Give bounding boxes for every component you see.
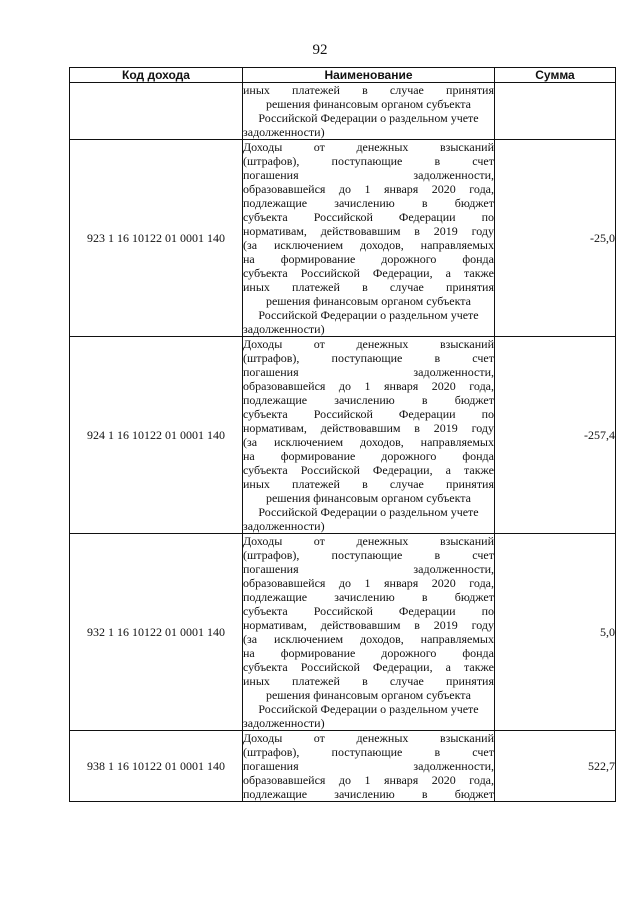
name-line: (за исключением доходов, направляемых xyxy=(243,238,494,252)
name-line: (штрафов), поступающие в счет xyxy=(243,351,494,365)
table-row xyxy=(70,731,616,802)
row-name xyxy=(243,337,495,534)
name-line: субъекта Российской Федерации, а также xyxy=(243,266,494,280)
row-sum: 522,7 xyxy=(495,731,616,802)
name-line: задолженности) xyxy=(243,125,325,139)
table-row xyxy=(70,140,616,337)
revenue-table xyxy=(69,67,616,802)
name-line: субъекта Российской Федерации, а также xyxy=(243,463,494,477)
name-line: задолженности) xyxy=(243,322,325,336)
name-line: на формирование дорожного фонда xyxy=(243,252,494,266)
table-body xyxy=(70,83,616,802)
row-name xyxy=(243,83,495,140)
row-code xyxy=(70,83,243,140)
name-line: Российской Федерации о раздельном учете xyxy=(258,505,479,519)
name-line: иных платежей в случае принятия xyxy=(243,280,494,294)
name-line: задолженности) xyxy=(243,716,325,730)
table-row xyxy=(70,337,616,534)
row-name xyxy=(243,140,495,337)
page-number: 92 xyxy=(312,42,328,58)
row-code: 932 1 16 10122 01 0001 140 xyxy=(70,534,243,731)
header-name: Наименование xyxy=(243,68,495,83)
name-line: на формирование дорожного фонда xyxy=(243,646,494,660)
table-header-row xyxy=(70,68,616,83)
row-code: 923 1 16 10122 01 0001 140 xyxy=(70,140,243,337)
name-line: субъекта Российской Федерации по xyxy=(243,604,494,618)
header-code: Код дохода xyxy=(70,68,243,83)
name-line: субъекта Российской Федерации по xyxy=(243,407,494,421)
name-line: подлежащие зачислению в бюджет xyxy=(243,590,494,604)
row-code: 938 1 16 10122 01 0001 140 xyxy=(70,731,243,802)
row-sum: 5,0 xyxy=(495,534,616,731)
table-row xyxy=(70,83,616,140)
name-line: (штрафов), поступающие в счет xyxy=(243,154,494,168)
row-sum: -257,4 xyxy=(495,337,616,534)
row-sum xyxy=(495,83,616,140)
name-line: погашения задолженности, xyxy=(243,168,494,182)
name-line: подлежащие зачислению в бюджет xyxy=(243,196,494,210)
name-line: нормативам, действовавшим в 2019 году xyxy=(243,618,494,632)
name-line: решения финансовым органом субъекта xyxy=(265,97,472,111)
name-line: (штрафов), поступающие в счет xyxy=(243,548,494,562)
name-line: образовавшейся до 1 января 2020 года, xyxy=(243,576,494,590)
name-line: Российской Федерации о раздельном учете xyxy=(258,702,479,716)
name-line: Доходы от денежных взысканий xyxy=(243,337,494,351)
name-line: погашения задолженности, xyxy=(243,759,494,773)
row-name xyxy=(243,534,495,731)
name-line: решения финансовым органом субъекта xyxy=(265,491,472,505)
name-line: образовавшейся до 1 января 2020 года, xyxy=(243,773,494,787)
name-line: (за исключением доходов, направляемых xyxy=(243,632,494,646)
name-line: (штрафов), поступающие в счет xyxy=(243,745,494,759)
name-line: нормативам, действовавшим в 2019 году xyxy=(243,421,494,435)
name-line: подлежащие зачислению в бюджет xyxy=(243,787,494,801)
header-sum: Сумма xyxy=(495,68,616,83)
name-line: на формирование дорожного фонда xyxy=(243,449,494,463)
row-sum: -25,0 xyxy=(495,140,616,337)
name-line: погашения задолженности, xyxy=(243,365,494,379)
name-line: субъекта Российской Федерации по xyxy=(243,210,494,224)
name-line: иных платежей в случае принятия xyxy=(243,477,494,491)
name-line: Доходы от денежных взысканий xyxy=(243,140,494,154)
name-line: подлежащие зачислению в бюджет xyxy=(243,393,494,407)
name-line: образовавшейся до 1 января 2020 года, xyxy=(243,379,494,393)
name-line: Российской Федерации о раздельном учете xyxy=(258,308,479,322)
name-line: иных платежей в случае принятия xyxy=(243,674,494,688)
name-line: решения финансовым органом субъекта xyxy=(265,688,472,702)
row-code: 924 1 16 10122 01 0001 140 xyxy=(70,337,243,534)
name-line: решения финансовым органом субъекта xyxy=(265,294,472,308)
name-line: Доходы от денежных взысканий xyxy=(243,534,494,548)
name-line: иных платежей в случае принятия xyxy=(243,83,494,97)
name-line: Российской Федерации о раздельном учете xyxy=(258,111,479,125)
table-row xyxy=(70,534,616,731)
name-line: погашения задолженности, xyxy=(243,562,494,576)
name-line: Доходы от денежных взысканий xyxy=(243,731,494,745)
name-line: нормативам, действовавшим в 2019 году xyxy=(243,224,494,238)
name-line: образовавшейся до 1 января 2020 года, xyxy=(243,182,494,196)
name-line: субъекта Российской Федерации, а также xyxy=(243,660,494,674)
name-line: задолженности) xyxy=(243,519,325,533)
name-line: (за исключением доходов, направляемых xyxy=(243,435,494,449)
row-name xyxy=(243,731,495,802)
